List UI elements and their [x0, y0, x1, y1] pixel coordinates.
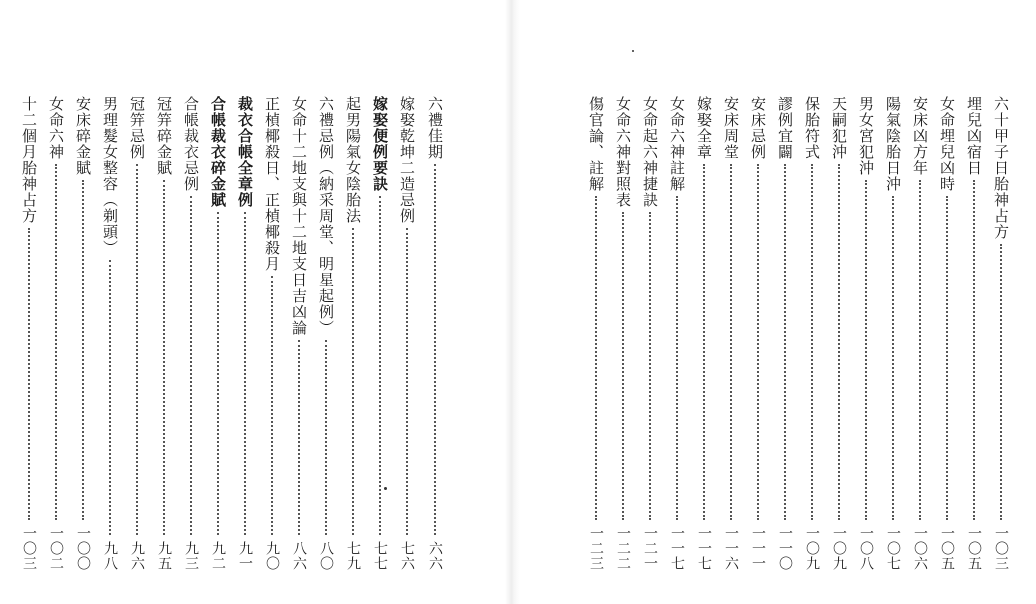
entry-page-number: 八六	[291, 541, 307, 571]
entry-page-number: 一〇九	[831, 526, 847, 571]
book-gutter	[505, 0, 520, 604]
entry-title: 女命六神	[47, 96, 65, 160]
entry-title: 嫁娶乾坤二造忌例	[398, 96, 416, 224]
entry-title: 女命埋兒凶時	[938, 96, 956, 192]
dot-leader	[379, 196, 381, 535]
entry-title: 起男陽氣女陰胎法	[344, 96, 362, 224]
entry-page-number: 一〇六	[912, 526, 928, 571]
entry-title: 女命六神註解	[668, 96, 686, 192]
entry-page-number: 一一一	[750, 526, 766, 571]
entry-title: 女命十二地支與十二地支日吉凶論	[290, 96, 308, 336]
dot-leader	[434, 164, 436, 535]
entry-title: 正楨椰殺日、正楨椰殺月	[263, 96, 281, 272]
entry-title: 安床碎金賦	[74, 96, 92, 176]
dot-leader	[109, 260, 111, 535]
entry-title: 埋兒凶宿日	[965, 96, 983, 176]
entry-page-number: 七七	[372, 541, 388, 571]
entry-page-number: 九二	[210, 541, 226, 571]
entry-page-number: 七六	[399, 541, 415, 571]
entry-title: 裁衣合帳全章例	[236, 96, 254, 208]
entry-title: 女命起六神捷訣	[641, 96, 659, 208]
toc-entry	[396, 96, 418, 571]
dot-leader	[298, 340, 300, 535]
entry-title: 男理髮女整容（剃頭）	[101, 96, 119, 256]
dot-leader	[136, 164, 138, 535]
entry-page-number: 九六	[129, 541, 145, 571]
dot-leader	[703, 164, 705, 520]
entry-title: 男女宮犯沖	[857, 96, 875, 176]
entry-title: 安床凶方年	[911, 96, 929, 176]
dot-leader	[1000, 244, 1002, 520]
entry-page-number: 一〇五	[939, 526, 955, 571]
dot-leader	[730, 164, 732, 520]
toc-entry	[153, 96, 175, 571]
toc-entry	[424, 96, 446, 571]
toc-entry	[936, 96, 958, 571]
toc-entry	[612, 96, 634, 571]
dot-leader	[190, 196, 192, 535]
dot-leader	[28, 228, 30, 520]
dot-leader	[595, 196, 597, 520]
entry-page-number: 一〇五	[966, 526, 982, 571]
dot-leader	[352, 228, 354, 535]
toc-entry	[261, 96, 283, 571]
dot-leader	[676, 196, 678, 520]
toc-entry	[828, 96, 850, 571]
toc-entry	[369, 96, 391, 571]
dot-leader	[325, 340, 327, 535]
dot-leader	[244, 212, 246, 535]
entry-title: 嫁娶便例要訣	[371, 96, 389, 192]
toc-entry	[342, 96, 364, 571]
dot-leader	[82, 180, 84, 520]
entry-title: 冠笄碎金賦	[155, 96, 173, 176]
entry-title: 謬例宜闢	[776, 96, 794, 160]
toc-entry	[45, 96, 67, 571]
entry-page-number: 九一	[237, 541, 253, 571]
entry-page-number: 八〇	[318, 541, 334, 571]
entry-title: 嫁娶全章	[695, 96, 713, 160]
dot-leader	[784, 164, 786, 520]
entry-page-number: 一二一	[642, 526, 658, 571]
entry-page-number: 九〇	[264, 541, 280, 571]
toc-entry	[72, 96, 94, 571]
entry-page-number: 一一六	[723, 526, 739, 571]
dot-leader	[973, 180, 975, 520]
dot-leader	[865, 180, 867, 520]
toc-entry	[720, 96, 742, 571]
entry-title: 陽氣陰胎日沖	[884, 96, 902, 192]
toc-entry	[315, 96, 337, 571]
entry-title: 安床周堂	[722, 96, 740, 160]
dot-leader	[163, 180, 165, 535]
entry-page-number: 六六	[427, 541, 443, 571]
toc-entry	[747, 96, 769, 571]
toc-entry	[234, 96, 256, 571]
entry-title: 十二個月胎神占方	[20, 96, 38, 224]
toc-entry	[801, 96, 823, 571]
print-speck	[632, 50, 634, 52]
entry-title: 女命六神對照表	[614, 96, 632, 208]
dot-leader	[838, 164, 840, 520]
toc-entry	[882, 96, 904, 571]
entry-title: 六禮佳期	[426, 96, 444, 160]
toc-entry	[126, 96, 148, 571]
dot-leader	[919, 180, 921, 520]
entry-page-number: 一〇八	[858, 526, 874, 571]
entry-page-number: 一二二	[615, 526, 631, 571]
toc-entry	[774, 96, 796, 571]
toc-entry	[963, 96, 985, 571]
toc-entry	[666, 96, 688, 571]
toc-entry	[909, 96, 931, 571]
entry-page-number: 七九	[345, 541, 361, 571]
entry-title: 天嗣犯沖	[830, 96, 848, 160]
entry-page-number: 一〇二	[48, 526, 64, 571]
toc-entry	[990, 96, 1012, 571]
entry-page-number: 九五	[156, 541, 172, 571]
entry-page-number: 一〇九	[804, 526, 820, 571]
entry-title: 合帳裁衣碎金賦	[209, 96, 227, 208]
entry-page-number: 一〇〇	[75, 526, 91, 571]
toc-entry	[639, 96, 661, 571]
dot-leader	[271, 276, 273, 535]
dot-leader	[55, 164, 57, 520]
toc-entry	[585, 96, 607, 571]
dot-leader	[622, 212, 624, 520]
entry-page-number: 一〇三	[993, 526, 1009, 571]
entry-title: 安床忌例	[749, 96, 767, 160]
dot-leader	[811, 164, 813, 520]
toc-entry	[855, 96, 877, 571]
toc-page-right	[520, 0, 1036, 604]
dot-leader	[757, 164, 759, 520]
entry-title: 合帳裁衣忌例	[182, 96, 200, 192]
dot-leader	[946, 196, 948, 520]
dot-leader	[217, 212, 219, 535]
toc-entry	[99, 96, 121, 571]
toc-page-left	[0, 0, 505, 604]
toc-entry	[288, 96, 310, 571]
entry-title: 傷官論、註解	[587, 96, 605, 192]
entry-page-number: 一一七	[696, 526, 712, 571]
entry-page-number: 一〇三	[21, 526, 37, 571]
entry-page-number: 一一七	[669, 526, 685, 571]
dot-leader	[892, 196, 894, 520]
toc-entry	[180, 96, 202, 571]
entry-title: 六禮忌例（納采周堂、明星起例）	[317, 96, 335, 336]
entry-page-number: 一一〇	[777, 526, 793, 571]
toc-entry	[207, 96, 229, 571]
entry-page-number: 一〇七	[885, 526, 901, 571]
dot-leader	[406, 228, 408, 535]
dot-leader	[649, 212, 651, 520]
toc-entry	[18, 96, 40, 571]
entry-title: 冠笄忌例	[128, 96, 146, 160]
entry-page-number: 九三	[183, 541, 199, 571]
entry-page-number: 九八	[102, 541, 118, 571]
toc-entry	[693, 96, 715, 571]
entry-title: 六十甲子日胎神占方	[992, 96, 1010, 240]
entry-page-number: 一二三	[588, 526, 604, 571]
print-speck	[384, 487, 387, 490]
entry-title: 保胎符式	[803, 96, 821, 160]
